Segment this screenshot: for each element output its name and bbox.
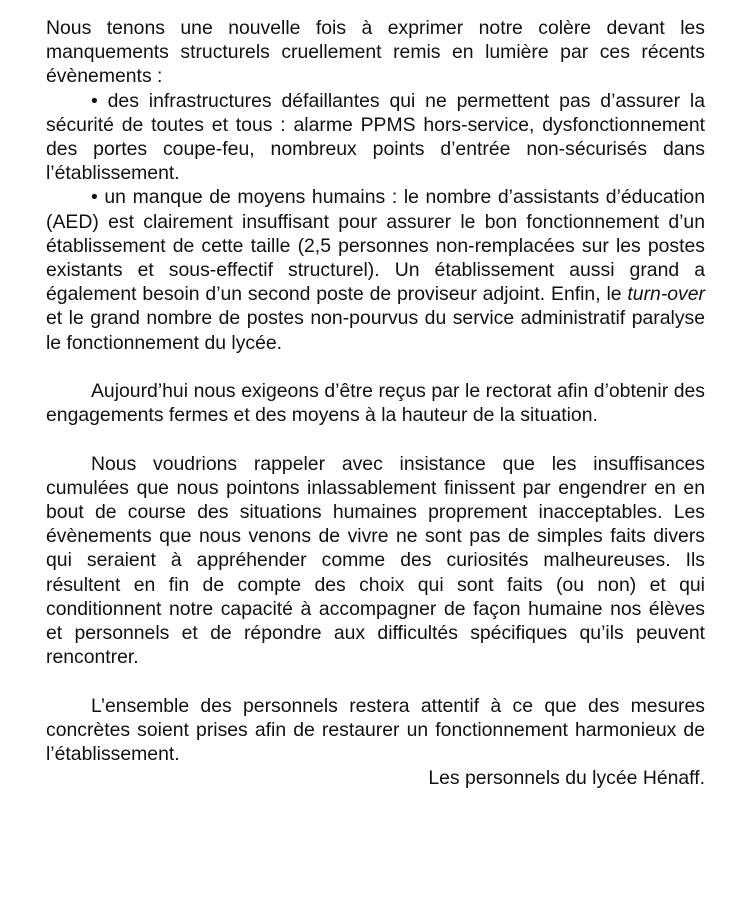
bullet-human-resources <box>46 185 705 354</box>
demand-paragraph: Aujourd’hui nous exigeons d’être reçus par le rectorat afin d’obtenir des engagements fermes et des moyens à la hauteur de la situation. <box>46 380 705 427</box>
reminder-paragraph: Nous voudrions rappeler avec insistance que les insuffisances cumulées que nous pointons inlassablement finissent par engendrer en en bout de course des situations humaines proprement inacceptables. Les évènements que nous venons de vivre ne sont pas de simples faits divers qui seraient à appréhender comme des curiosités malheureuses. Ils résultent en fin de compte des choix qui sont faits (ou non) et qui conditionnent notre capacité à accompagner de façon humaine nos élèves et personnels et de répondre aux difficultés spécifiques qu’ils peuvent rencontrer. <box>46 452 705 669</box>
turn-over-italic: turn-over <box>627 283 705 306</box>
signature: Les personnels du lycée Hénaff. <box>428 767 705 790</box>
letter-body <box>46 16 705 790</box>
intro-paragraph: Nous tenons une nouvelle fois à exprimer notre colère devant les manquements structurels cruellement remis en lumière par ces récents évènements : <box>46 17 705 88</box>
bullet-human-resources-text-start: • un manque de moyens humains : le nombre d’assistants d’éducation (AED) est clairement insuffisant pour assurer le bon fonctionnement d’un établissement de cette taille (2,5 personnes non-remplacées sur les postes existants et sous-effectif structurel). Un établissement aussi grand a également besoin d’un second poste de proviseur adjoint. Enfin, le <box>46 186 705 306</box>
bullet-infrastructures: • des infrastructures défaillantes qui ne permettent pas d’assurer la sécurité de toutes et tous : alarme PPMS hors-service, dysfonctionnement des portes coupe-feu, nombreux points d’entrée non-sécurisés dans l’établissement. <box>46 89 705 185</box>
bullet-human-resources-text-end: et le grand nombre de postes non-pourvus du service administratif paralyse le fonctionnement du lycée. <box>46 307 705 354</box>
conclusion-paragraph: L’ensemble des personnels restera attentif à ce que des mesures concrètes soient prises afin de restaurer un fonctionnement harmonieux de l’établissement. <box>46 694 705 766</box>
